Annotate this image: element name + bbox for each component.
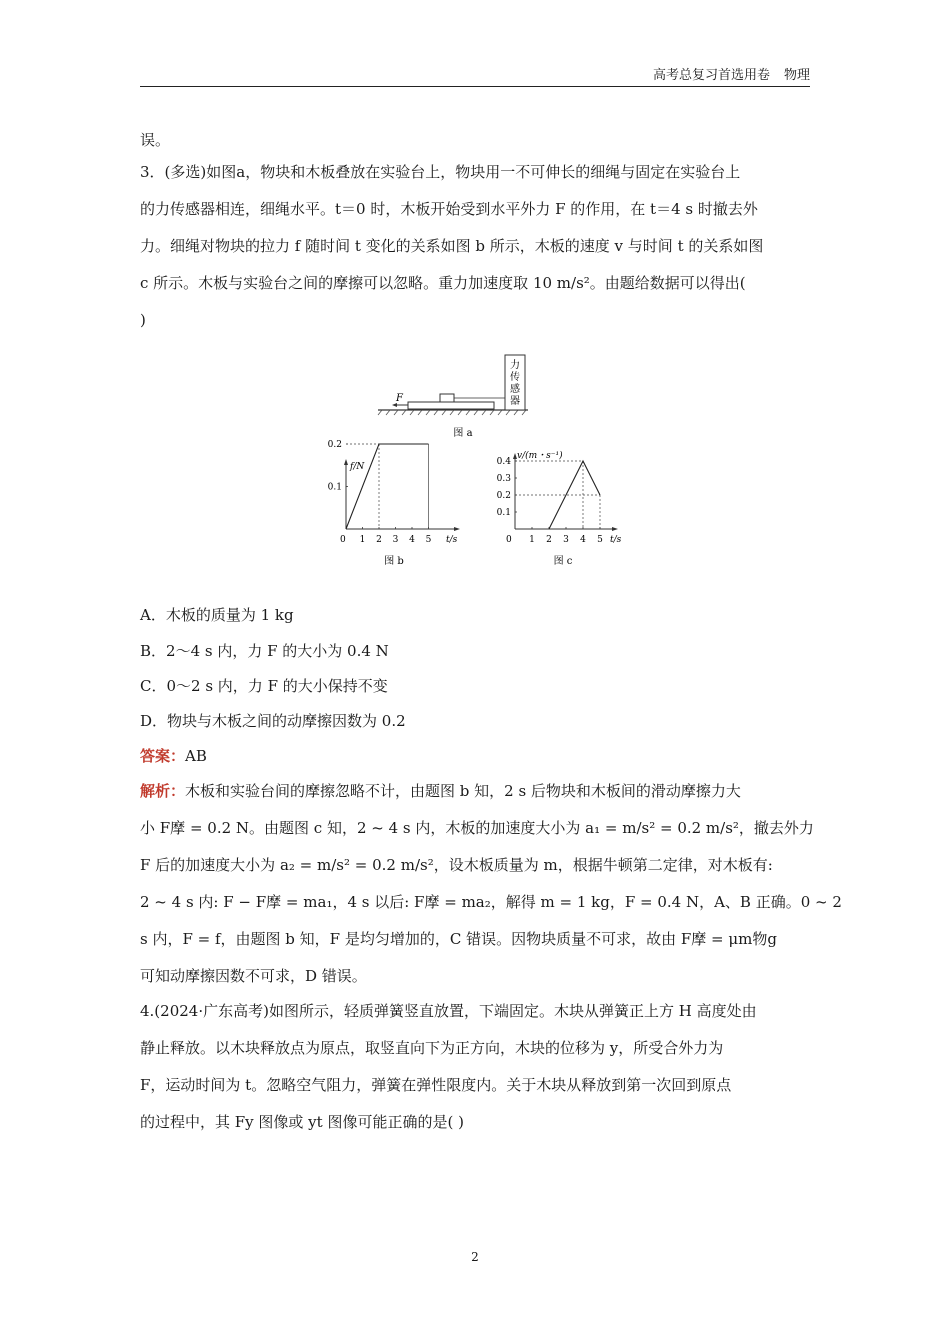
sensor-char: 器 (510, 396, 520, 407)
figure-b (328, 440, 460, 567)
q3-line-4: c 所示。木板与实验台之间的摩擦可以忽略。重力加速度取 10 m/s²。由题给数据可以得出( (140, 274, 746, 292)
b-y-arrow (344, 459, 348, 465)
explanation-line-6: 可知动摩擦因数不可求，D 错误。 (140, 967, 367, 985)
b-ytick-label: 0.2 (327, 440, 342, 450)
option-c: C．0～2 s 内，力 F 的大小保持不变 (140, 677, 388, 695)
b-xtick-label: 3 (392, 535, 399, 545)
header-subject: 物理 (783, 68, 810, 83)
q4-line-4: 的过程中，其 Fy 图像或 yt 图像可能正确的是( ) (140, 1113, 464, 1131)
explanation-line-2: 小 F摩 = 0.2 N。由题图 c 知，2 ~ 4 s 内，木板的加速度大小为 a₁ = m/s² = 0.2 m/s²，撤去外力 (140, 819, 814, 837)
b-ylabel: f/N (350, 462, 365, 472)
q4-line-2: 静止释放。以木块释放点为原点，取竖直向下为正方向，木块的位移为 y，所受合外力为 (140, 1039, 724, 1057)
c-xtick-label: 1 (529, 535, 535, 545)
figure-svg (320, 352, 640, 572)
q3-line-3: 力。细绳对物块的拉力 f 随时间 t 变化的关系如图 b 所示，木板的速度 v 与时间 t 的关系如图 (140, 237, 764, 255)
b-xtick-label: 5 (425, 535, 432, 545)
sensor-char: 传 (510, 372, 520, 383)
c-x-arrow (612, 527, 618, 531)
caption-c: 图 c (553, 556, 573, 567)
table-hatching (378, 410, 526, 415)
b-ytick-label: 0.1 (327, 482, 342, 493)
answer-value: AB (185, 747, 207, 765)
c-xtick-label: 2 (546, 535, 552, 545)
figure-a (378, 355, 528, 439)
explanation-line-4: 2 ~ 4 s 内: F − F摩 = ma₁，4 s 以后: F摩 = ma₂，解得 m = 1 kg，F = 0.4 N，A、B 正确。0 ~ 2 (140, 893, 842, 911)
page-header (140, 68, 810, 87)
answer-line (140, 746, 812, 766)
explanation-line-3: F 后的加速度大小为 a₂ = m/s² = 0.2 m/s²，设木板质量为 m，根据牛顿第二定律，对木板有: (140, 856, 773, 874)
sensor-char: 力 (510, 360, 520, 371)
force-label: F (396, 393, 403, 404)
header-book: 高考总复习首选用卷 (652, 68, 770, 83)
b-origin: 0 (340, 535, 346, 545)
explanation-line-5: s 内，F = f，由题图 b 知，F 是均匀增加的，C 错误。因物块质量不可求，故由 F摩 = μm物g (140, 930, 777, 948)
c-xtick-label: 5 (597, 535, 603, 545)
figure-group (320, 352, 640, 572)
c-ylabel: v/(m・s⁻¹) (517, 451, 563, 461)
text-line: 误。 (140, 131, 171, 149)
b-guides (346, 444, 429, 529)
option-d: D．物块与木板之间的动摩擦因数为 0.2 (140, 712, 406, 730)
c-origin: 0 (506, 535, 512, 545)
b-xtick-label: 4 (409, 535, 415, 545)
figure-c (497, 450, 622, 567)
c-xtick-label: 3 (563, 535, 569, 545)
c-guides (515, 461, 600, 529)
c-xlabel: t/s (610, 535, 622, 545)
b-x-arrow (454, 527, 460, 531)
explanation-text: 木板和实验台间的摩擦忽略不计，由题图 b 知，2 s 后物块和木板间的滑动摩擦力大 (185, 782, 741, 800)
c-ytick-label: 0.2 (496, 491, 511, 501)
caption-b: 图 b (384, 556, 404, 567)
c-ytick-label: 0.1 (496, 508, 511, 518)
b-xlabel: t/s (446, 535, 458, 545)
b-series-line (346, 444, 429, 529)
b-xtick-label: 1 (359, 535, 366, 545)
q4-line-3: F，运动时间为 t。忽略空气阻力，弹簧在弹性限度内。关于木块从释放到第一次回到原点 (140, 1076, 732, 1094)
page-number: 2 (471, 1250, 479, 1264)
answer-label: 答案： (140, 747, 186, 765)
c-ytick-label: 0.3 (496, 474, 511, 484)
option-a: A．木板的质量为 1 kg (140, 606, 294, 624)
option-b: B．2～4 s 内，力 F 的大小为 0.4 N (140, 642, 389, 660)
wood-board (408, 402, 494, 409)
q3-line-2: 的力传感器相连，细绳水平。t＝0 时，木板开始受到水平外力 F 的作用，在 t＝4 s 时撤去外 (140, 200, 758, 218)
explanation-line-1 (140, 781, 812, 801)
c-ytick-label: 0.4 (496, 457, 511, 467)
block (440, 394, 454, 402)
explanation-label: 解析： (140, 782, 186, 800)
sensor-char: 感 (510, 384, 520, 395)
q3-line-5: ) (140, 311, 146, 329)
q3-line-1: 3．(多选)如图a，物块和木板叠放在实验台上，物块用一不可伸长的细绳与固定在实验台上 (140, 163, 741, 181)
caption-a: 图 a (453, 428, 473, 439)
c-xtick-label: 4 (580, 535, 586, 545)
q4-line-1: 4.(2024·广东高考)如图所示，轻质弹簧竖直放置，下端固定。木块从弹簧正上方 H 高度处由 (140, 1002, 757, 1020)
b-xtick-label: 2 (376, 535, 382, 545)
